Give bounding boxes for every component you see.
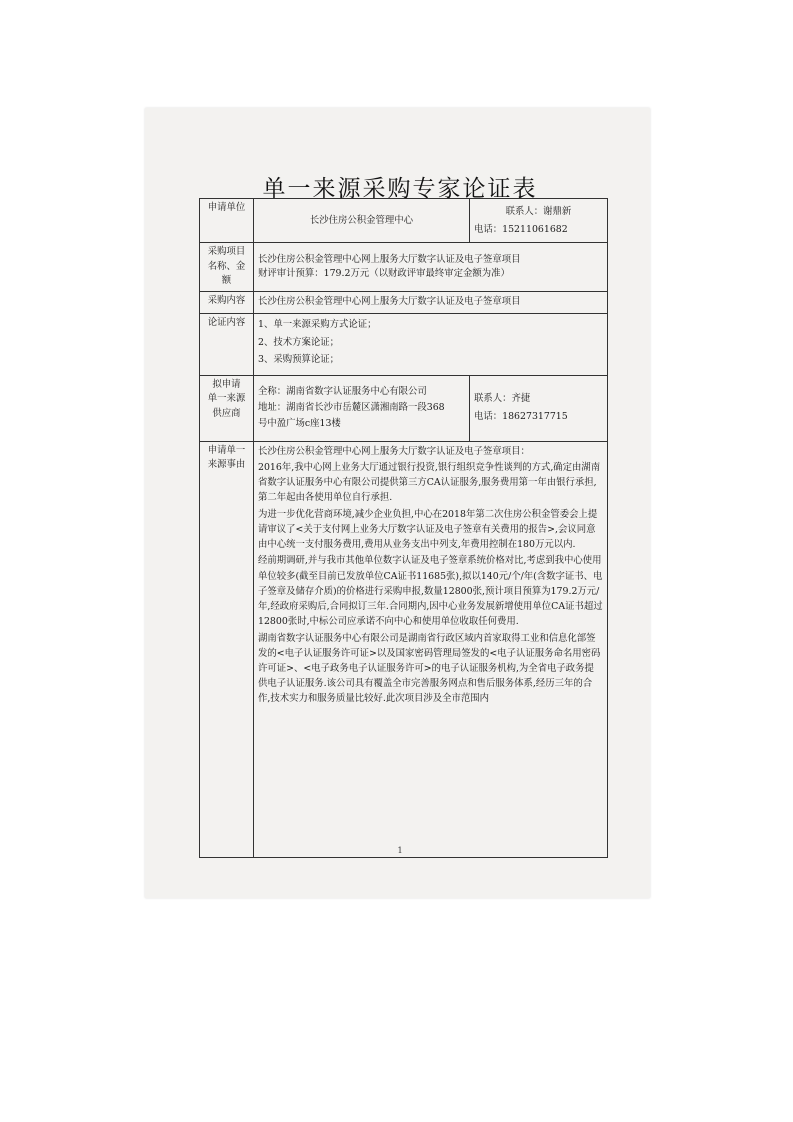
project-info — [254, 243, 608, 292]
content-value: 长沙住房公积金管理中心网上服务大厅数字认证及电子签章项目 — [254, 291, 608, 313]
document-title: 单一来源采购专家论证表 — [262, 176, 538, 202]
row-project — [200, 243, 608, 292]
label-argument: 论证内容 — [200, 313, 254, 375]
page-number: 1 — [397, 846, 403, 855]
applicant-phone: 电话：15211061682 — [474, 223, 568, 235]
label-applicant: 申请单位 — [200, 199, 254, 243]
label-content: 采购内容 — [200, 291, 254, 313]
reason-paragraph-3: 为进一步优化营商环境,减少企业负担,中心在2018年第二次住房公积金管委会上提请审议了<关于支付网上业务大厅数字认证及电子签章有关费用的报告>,会议同意由中心统一支付服务费用,费用从业务支出中列支,年费用控制在180万元以内. — [258, 508, 598, 551]
argument-item-1: 1、单一来源采购方式论证； — [258, 318, 377, 330]
reason-paragraph-5: 湖南省数字认证服务中心有限公司是湖南省行政区域内首家取得工业和信息化部签发的<电子认证服务许可证>以及国家密码管理局签发的<电子认证服务命名用密码许可证>、<电子政务电子认证服务许可>的电子认证服务机构,为全省电子政务提供电子认证服务.该公司具有覆盖全市完善服务网点和售后服务体系,经历三年的合作,技术实力和服务质量比较好.此次项目涉及全市范围内 — [258, 632, 601, 705]
argument-item-3: 3、采购预算论证； — [258, 354, 339, 366]
applicant-name: 长沙住房公积金管理中心 — [254, 199, 470, 243]
label-supplier-line-1: 拟申请 — [212, 378, 241, 390]
row-content — [200, 291, 608, 313]
label-reason-line-2: 来源事由 — [207, 459, 246, 471]
applicant-contact-person: 联系人：谢鼎新 — [505, 205, 572, 217]
supplier-full-name: 全称：湖南省数字认证服务中心有限公司 — [258, 385, 427, 397]
reason-text — [254, 441, 608, 857]
supplier-contact-person: 联系人：齐捷 — [474, 393, 531, 405]
supplier-info — [254, 375, 470, 441]
project-name: 长沙住房公积金管理中心网上服务大厅数字认证及电子签章项目 — [258, 254, 521, 266]
row-supplier — [200, 375, 608, 441]
reason-paragraph-4: 经前期调研,并与我市其他单位数字认证及电子签章系统价格对比,考虑到我中心使用单位较多(截至目前已发放单位CA证书11685张),拟以140元/个/年(含数字证书、电子签章及储存介质)的价格进行采购申报,数量12800张,预计项目预算为179.2万元/年,经政府采购后,合同拟订三年.合同期内,因中心业务发展新增使用单位CA证书超过12800张时,中标公司应承诺不向中心和使用单位收取任何费用. — [258, 555, 603, 628]
supplier-contact — [470, 375, 608, 441]
row-applicant — [200, 199, 608, 243]
reason-paragraph-1: 长沙住房公积金管理中心网上服务大厅数字认证及电子签章项目： — [258, 445, 530, 457]
argument-form-table — [199, 198, 608, 858]
row-reason — [200, 441, 608, 857]
label-supplier-line-2: 单一来源 — [207, 393, 246, 405]
label-project — [200, 243, 254, 292]
argument-item-2: 2、技术方案论证； — [258, 336, 339, 348]
label-project-line-2: 名称、金额 — [207, 260, 246, 287]
label-supplier — [200, 375, 254, 441]
argument-items — [254, 313, 608, 375]
label-reason — [200, 441, 254, 857]
applicant-contact — [470, 199, 608, 243]
label-project-line-1: 采购项目 — [207, 246, 246, 257]
label-reason-line-1: 申请单一 — [207, 444, 246, 456]
supplier-address-line-2: 号中盈广场c座13楼 — [258, 418, 341, 430]
label-supplier-line-3: 供应商 — [212, 407, 241, 419]
supplier-phone: 电话：18627317715 — [474, 411, 568, 423]
project-budget: 财评审计预算：179.2万元（以财政评审最终审定金额为准） — [258, 267, 510, 279]
row-argument — [200, 313, 608, 375]
supplier-address-line-1: 地址：湖南省长沙市岳麓区潇湘南路一段368 — [258, 402, 445, 413]
reason-paragraph-2: 2016年,我中心网上业务大厅通过银行投资,银行组织竞争性谈判的方式,确定由湖南省数字认证服务中心有限公司提供第三方CA认证服务,服务费用第一年由银行承担,第二年起由各使用单位自行承担. — [258, 461, 601, 504]
